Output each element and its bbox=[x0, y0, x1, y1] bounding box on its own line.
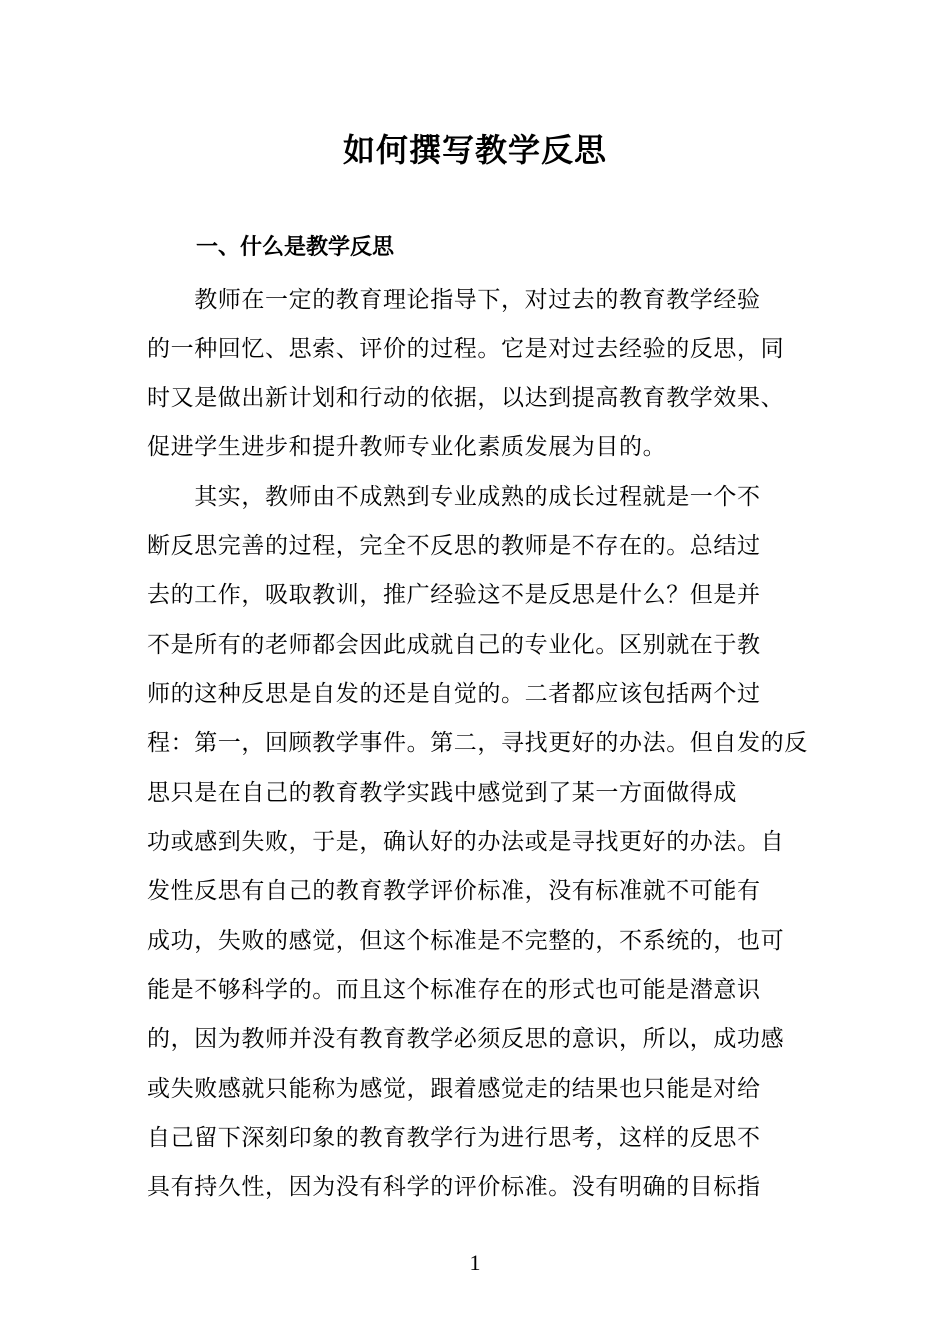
body-line: 断反思完善的过程，完全不反思的教师是不存在的。总结过 bbox=[147, 533, 761, 559]
body-line: 去的工作，吸取教训，推广经验这不是反思是什么？但是并 bbox=[147, 582, 761, 608]
page-number: 1 bbox=[469, 1250, 481, 1275]
body-line: 能是不够科学的。而且这个标准存在的形式也可能是潜意识 bbox=[147, 977, 761, 1003]
body-line: 思只是在自己的教育教学实践中感觉到了某一方面做得成 bbox=[147, 780, 737, 806]
body-line: 促进学生进步和提升教师专业化素质发展为目的。 bbox=[147, 434, 667, 460]
body-line: 教师在一定的教育理论指导下，对过去的教育教学经验 bbox=[147, 287, 761, 313]
body-line: 的一种回忆、思索、评价的过程。它是对过去经验的反思，同 bbox=[147, 336, 785, 362]
body-line: 自己留下深刻印象的教育教学行为进行思考，这样的反思不 bbox=[147, 1125, 761, 1151]
section-heading: 一、什么是教学反思 bbox=[196, 235, 395, 260]
body-line: 成功，失败的感觉，但这个标准是不完整的，不系统的，也可 bbox=[147, 928, 785, 954]
body-line: 功或感到失败，于是，确认好的办法或是寻找更好的办法。自 bbox=[147, 829, 785, 855]
body-line: 的，因为教师并没有教育教学必须反思的意识，所以，成功感 bbox=[147, 1026, 785, 1052]
body-line: 师的这种反思是自发的还是自觉的。二者都应该包括两个过 bbox=[147, 681, 761, 707]
body-line: 或失败感就只能称为感觉，跟着感觉走的结果也只能是对给 bbox=[147, 1076, 761, 1102]
body-line: 程：第一，回顾教学事件。第二，寻找更好的办法。但自发的反 bbox=[147, 730, 808, 756]
body-line: 其实，教师由不成熟到专业成熟的成长过程就是一个不 bbox=[147, 484, 761, 510]
body-line: 时又是做出新计划和行动的依据，以达到提高教育教学效果、 bbox=[147, 385, 785, 411]
body-line: 发性反思有自己的教育教学评价标准，没有标准就不可能有 bbox=[147, 878, 761, 904]
body-line: 不是所有的老师都会因此成就自己的专业化。区别就在于教 bbox=[147, 632, 761, 658]
body-line: 具有持久性，因为没有科学的评价标准。没有明确的目标指 bbox=[147, 1174, 761, 1200]
document-title: 如何撰写教学反思 bbox=[342, 131, 607, 169]
